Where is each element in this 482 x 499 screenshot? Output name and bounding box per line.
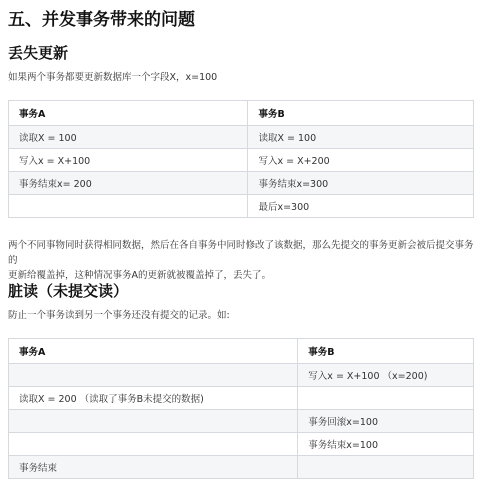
cell-b: 事务结束x=300	[248, 172, 474, 195]
cell-a: 读取X = 200 （读取了事务B未提交的数据)	[9, 387, 298, 410]
cell-b: 写入x = X+100 （x=200)	[298, 364, 474, 387]
cell-a	[9, 433, 298, 456]
lost-update-title: 丢失更新	[8, 44, 69, 62]
table-row	[9, 387, 474, 410]
table-row	[9, 410, 474, 433]
table-row	[9, 172, 474, 195]
table-header-row	[9, 339, 474, 364]
cell-a: 事务结束	[9, 456, 298, 479]
lost-update-table	[8, 100, 474, 218]
table-row	[9, 433, 474, 456]
cell-b: 写入x = X+200	[248, 149, 474, 172]
cell-a	[9, 364, 298, 387]
header-transaction-a: 事务A	[9, 101, 248, 126]
table-header-row	[9, 101, 474, 126]
table-row	[9, 456, 474, 479]
lost-update-explanation	[8, 238, 478, 283]
table-row	[9, 149, 474, 172]
table-row	[9, 126, 474, 149]
cell-b: 读取X = 100	[248, 126, 474, 149]
cell-b: 事务结束x=100	[298, 433, 474, 456]
dirty-read-table	[8, 338, 474, 479]
dirty-read-intro: 防止一个事务读到另一个事务还没有提交的记录。如:	[8, 310, 230, 321]
dirty-read-title: 脏读（未提交读）	[8, 282, 129, 300]
explanation-line-2: 更新给覆盖掉，这种情况事务A的更新就被覆盖掉了，丢失了。	[8, 270, 271, 281]
header-transaction-b: 事务B	[248, 101, 474, 126]
cell-a	[9, 195, 248, 218]
explanation-line-1: 两个不同事物同时获得相同数据，然后在各自事务中同时修改了该数据，那么先提交的事务更新会被后提交事务的	[8, 240, 474, 266]
table-row	[9, 364, 474, 387]
cell-a	[9, 410, 298, 433]
header-transaction-a: 事务A	[9, 339, 298, 364]
cell-b: 事务回滚x=100	[298, 410, 474, 433]
cell-a: 读取X = 100	[9, 126, 248, 149]
cell-a: 事务结束x= 200	[9, 172, 248, 195]
header-transaction-b: 事务B	[298, 339, 474, 364]
table-row	[9, 195, 474, 218]
cell-b	[298, 387, 474, 410]
cell-b	[298, 456, 474, 479]
lost-update-intro: 如果两个事务都要更新数据库一个字段X，x=100	[8, 72, 218, 83]
cell-a: 写入x = X+100	[9, 149, 248, 172]
cell-b: 最后x=300	[248, 195, 474, 218]
section-title: 五、并发事务带来的问题	[8, 10, 195, 30]
